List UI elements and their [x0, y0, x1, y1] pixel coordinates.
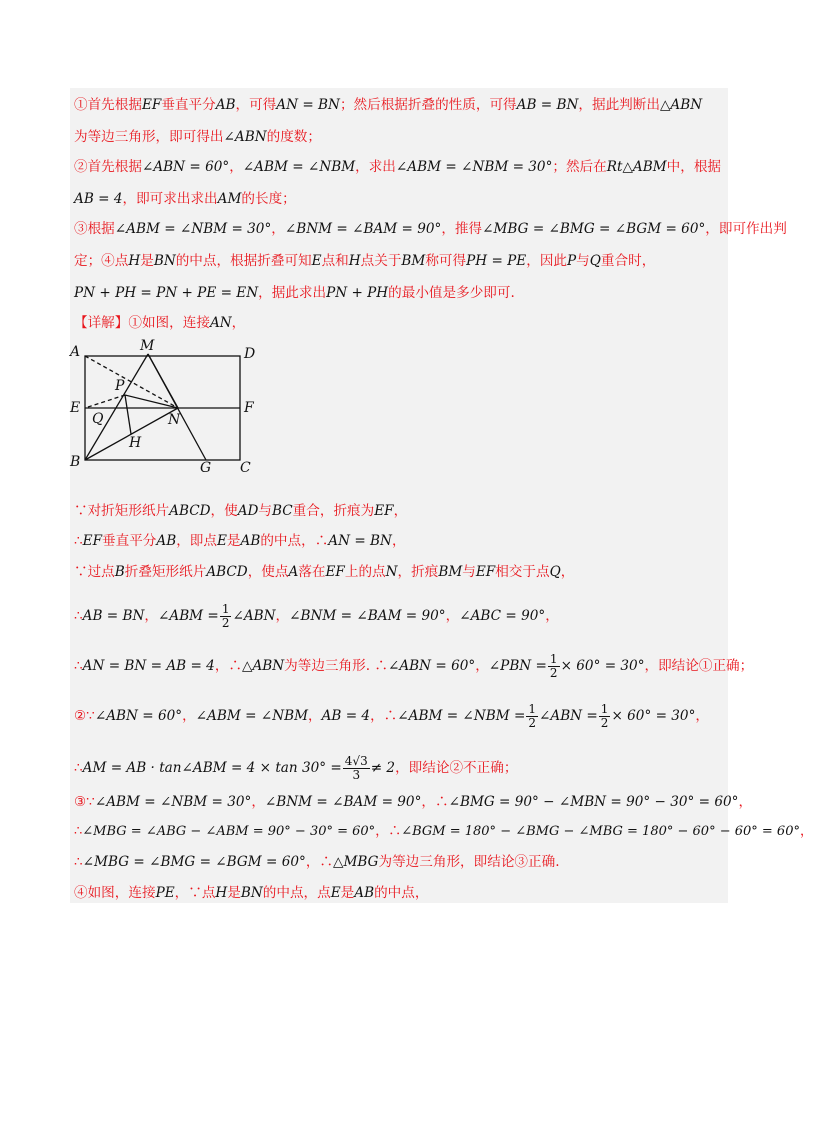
text: 相交于点: [495, 564, 550, 580]
math: E: [216, 533, 227, 549]
math: B: [114, 564, 125, 580]
math: EF: [475, 564, 496, 580]
text: ，: [251, 794, 265, 810]
analysis-line-6: [74, 252, 655, 270]
denominator: 2: [528, 716, 536, 730]
text: ，: [182, 708, 196, 724]
solution-line-1: [74, 502, 407, 520]
detail-heading: 【详解】: [74, 315, 129, 331]
math: ∠ABN = 60°: [141, 159, 230, 175]
math: ∠ABN: [232, 608, 276, 624]
fraction-half: [526, 703, 538, 730]
math: AB: [354, 885, 375, 901]
analysis-line-2: [74, 128, 321, 146]
math: AB: [156, 533, 177, 549]
text: 落在: [298, 564, 326, 580]
analysis-line-1: [74, 96, 702, 114]
math: △MBG: [333, 854, 379, 870]
text: ∵对折矩形纸片: [74, 503, 170, 519]
text: ，: [738, 794, 753, 810]
math: ∠BGM = 180° − ∠BMG − ∠MBG = 180° − 60° − 60° = 60°: [401, 824, 800, 839]
line-pe-dashed: [85, 395, 125, 408]
text: 的最小值是多少即可.: [388, 285, 515, 301]
math: ∠BNM = ∠BAM = 90°: [264, 794, 422, 810]
solution-line-11: [74, 884, 428, 902]
math: PN + PH: [326, 285, 389, 301]
text: ，即结论②不正确；: [395, 760, 518, 776]
text: ；然后在: [552, 159, 607, 175]
math: BC: [272, 503, 293, 519]
math: ABCD: [206, 564, 248, 580]
text: ，即点: [176, 533, 217, 549]
math: EF: [82, 533, 103, 549]
solution-line-2: [74, 532, 406, 550]
math: ∠BNM = ∠BAM = 90°: [284, 221, 442, 237]
text: ，: [560, 564, 575, 580]
text: 的中点，: [374, 885, 429, 901]
detail-intro-line: [74, 314, 245, 332]
text: 重合时，: [600, 253, 656, 269]
text: ，: [271, 221, 285, 237]
math: ∠BNM = ∠BAM = 90°: [289, 608, 446, 624]
geometry-figure: [70, 338, 270, 478]
math: ∠ABM = ∠NBM = 30°: [114, 221, 272, 237]
label-d: D: [244, 346, 256, 362]
math: BM: [401, 253, 426, 269]
math: P: [567, 253, 577, 269]
text: ∴: [74, 608, 83, 624]
fraction-4root3-over-3: [343, 755, 370, 782]
denominator: 2: [600, 716, 609, 730]
solution-line-4: [74, 603, 559, 630]
solution-line-5: [74, 653, 753, 680]
math: EF: [374, 503, 394, 519]
text: ，: [545, 608, 559, 624]
text: ∴: [74, 824, 83, 839]
solution-line-3: [74, 563, 574, 581]
math: BN: [153, 253, 176, 269]
text: 垂直平分: [161, 97, 216, 113]
fraction-half: [220, 603, 232, 630]
analysis-line-5: [74, 220, 787, 238]
math: △ABN: [242, 658, 285, 674]
text: 的度数；: [266, 129, 321, 145]
math: ∠ABC = 90°: [459, 608, 546, 624]
math: ∠ABM = ∠NBM =: [397, 708, 526, 724]
math: E: [330, 885, 341, 901]
text: 点关于: [360, 253, 402, 269]
math: △ABN: [659, 97, 703, 113]
text: ，∵点: [174, 885, 216, 901]
math: ∠ABN =: [538, 708, 598, 724]
math: Q: [589, 253, 601, 269]
text: ，: [275, 608, 290, 624]
text: 与: [576, 253, 590, 269]
math: EF: [141, 97, 162, 113]
text: ，: [231, 315, 246, 331]
text: 为等边三角形，即结论③正确.: [378, 854, 560, 870]
label-q: Q: [92, 411, 104, 427]
math: AB = BN: [516, 97, 579, 113]
label-e: E: [70, 400, 81, 416]
label-b: B: [70, 454, 81, 470]
text: ，求出: [355, 159, 396, 175]
math: ∠BMG = 90° − ∠MBN = 90° − 30° = 60°: [448, 794, 739, 810]
text: 的中点，点: [262, 885, 331, 901]
math: Q: [549, 564, 561, 580]
math: ∠MBG = ∠BMG = ∠BGM = 60°: [82, 854, 306, 870]
text: ②∵: [74, 708, 95, 724]
math: E: [311, 253, 322, 269]
fraction-half: [599, 703, 611, 730]
text: 的中点，根据折叠可知: [175, 253, 312, 269]
text: ，∴: [375, 824, 402, 839]
text: 中，根据: [666, 159, 722, 175]
numerator: 1: [528, 702, 536, 716]
math: AN = BN = AB = 4: [82, 658, 215, 674]
analysis-line-3: [74, 158, 721, 176]
math: AM: [217, 191, 242, 207]
numerator: 1: [549, 652, 558, 666]
math: Rt△ABM: [606, 159, 667, 175]
numerator: 1: [600, 702, 609, 716]
text: ，使: [210, 503, 238, 519]
solution-line-8: [74, 793, 752, 811]
math: AM = AB · tan∠ABM = 4 × tan 30° =: [82, 760, 342, 776]
solution-line-9: [74, 823, 813, 841]
math: ∠ABM =: [157, 608, 219, 624]
text: ③∵: [74, 794, 95, 810]
text: ；然后根据折叠的性质，可得: [339, 97, 517, 113]
math: BN: [240, 885, 263, 901]
text: ∴: [74, 760, 83, 776]
math: N: [385, 564, 398, 580]
math: A: [288, 564, 299, 580]
label-c: C: [240, 460, 251, 476]
text: 点和: [321, 253, 349, 269]
line-mn: [148, 354, 178, 408]
math: AB = BN: [82, 608, 145, 624]
math: ABCD: [169, 503, 211, 519]
text: ，推得: [441, 221, 483, 237]
math: AB: [215, 97, 236, 113]
text: ，: [229, 159, 243, 175]
math: H: [128, 253, 141, 269]
text: ，: [308, 708, 322, 724]
math: H: [215, 885, 228, 901]
text: 是: [140, 253, 154, 269]
math: ∠MBG = ∠BMG = ∠BGM = 60°: [482, 221, 706, 237]
solution-line-7: [74, 755, 517, 782]
text: 是: [227, 885, 241, 901]
text: 是: [226, 533, 241, 549]
text: ∴: [74, 854, 83, 870]
text: ④如图，连接: [74, 885, 156, 901]
text: ，可得: [235, 97, 277, 113]
text: ，: [393, 503, 408, 519]
text: ②首先根据: [74, 159, 142, 175]
math: ∠ABM = ∠NBM: [242, 159, 356, 175]
math: ≠ 2: [370, 760, 396, 776]
text: ①首先根据: [74, 97, 142, 113]
math: PH = PE: [466, 253, 527, 269]
math: ∠PBN =: [488, 658, 547, 674]
label-a: A: [70, 344, 81, 360]
text: ，因此: [526, 253, 568, 269]
denominator: 2: [549, 666, 558, 680]
math: ∠ABM = ∠NBM = 30°: [395, 159, 553, 175]
text: 折叠矩形纸片: [124, 564, 207, 580]
math: ∠ABN = 60°: [94, 708, 183, 724]
math: × 60° = 30°: [611, 708, 696, 724]
math: BM: [438, 564, 463, 580]
text: ①如图，连接: [128, 315, 210, 331]
math: × 60° = 30°: [560, 658, 645, 674]
line-ph: [125, 395, 131, 434]
label-m: M: [140, 338, 155, 354]
text: ，∴: [305, 854, 334, 870]
text: ，即可求出求出: [122, 191, 218, 207]
text: ③根据: [74, 221, 115, 237]
math: ∠ABN: [223, 129, 267, 145]
text: ∴: [74, 533, 83, 549]
math: AD: [237, 503, 259, 519]
math: AN = BN: [276, 97, 340, 113]
text: ，即结论①正确；: [644, 658, 754, 674]
math: H: [348, 253, 361, 269]
text: 是: [340, 885, 355, 901]
text: ，: [144, 608, 158, 624]
text: ，据此判断出: [578, 97, 660, 113]
label-h: H: [129, 435, 142, 451]
text: ∴: [74, 658, 83, 674]
text: 的长度；: [241, 191, 296, 207]
numerator: 4√3: [344, 754, 368, 768]
math: ∠ABM = ∠NBM = 30°: [94, 794, 252, 810]
solution-line-10: [74, 853, 560, 871]
text: ，据此求出: [258, 285, 327, 301]
text: ，即可作出判: [705, 221, 787, 237]
text: ，: [799, 824, 813, 839]
text: 重合，折痕为: [292, 503, 375, 519]
text: ，∴: [214, 658, 242, 674]
math: AN = BN: [328, 533, 392, 549]
text: ，使点: [247, 564, 289, 580]
label-g: G: [200, 460, 212, 476]
text: 为等边三角形. ∴: [284, 658, 388, 674]
text: 与: [258, 503, 273, 519]
solution-line-6: [74, 703, 709, 730]
math: ∠ABN = 60°: [387, 658, 476, 674]
math: PN + PH = PN + PE = EN: [74, 285, 259, 301]
text: 定；④点: [74, 253, 129, 269]
text: 称可得: [425, 253, 467, 269]
analysis-line-4: [74, 190, 296, 208]
text: 的中点，∴: [260, 533, 329, 549]
text: ，: [475, 658, 489, 674]
analysis-line-7: [74, 284, 515, 302]
text: 与: [462, 564, 476, 580]
math: EF: [325, 564, 345, 580]
label-f: F: [244, 400, 254, 416]
text: ，: [695, 708, 709, 724]
line-pn: [125, 395, 178, 408]
text: ，∴: [370, 708, 398, 724]
math: ∠ABM = ∠NBM: [195, 708, 308, 724]
math: AB = 4: [321, 708, 371, 724]
text: ，∴: [421, 794, 449, 810]
math: ∠MBG = ∠ABG − ∠ABM = 90° − 30° = 60°: [82, 824, 376, 839]
text: 为等边三角形，即可得出: [74, 129, 224, 145]
denominator: 2: [221, 616, 230, 630]
math: AB = 4: [74, 191, 123, 207]
text: 垂直平分: [102, 533, 157, 549]
math: AN: [209, 315, 232, 331]
label-p: P: [115, 378, 125, 394]
label-n: N: [168, 412, 181, 428]
math: PE: [155, 885, 175, 901]
text: 上的点: [344, 564, 386, 580]
text: ，: [391, 533, 406, 549]
text: ，: [445, 608, 460, 624]
denominator: 3: [352, 768, 361, 782]
numerator: 1: [221, 602, 230, 616]
fraction-half: [548, 653, 560, 680]
text: ∵过点: [74, 564, 115, 580]
text: ，折痕: [397, 564, 439, 580]
figure-svg: [70, 338, 270, 478]
math: AB: [240, 533, 261, 549]
